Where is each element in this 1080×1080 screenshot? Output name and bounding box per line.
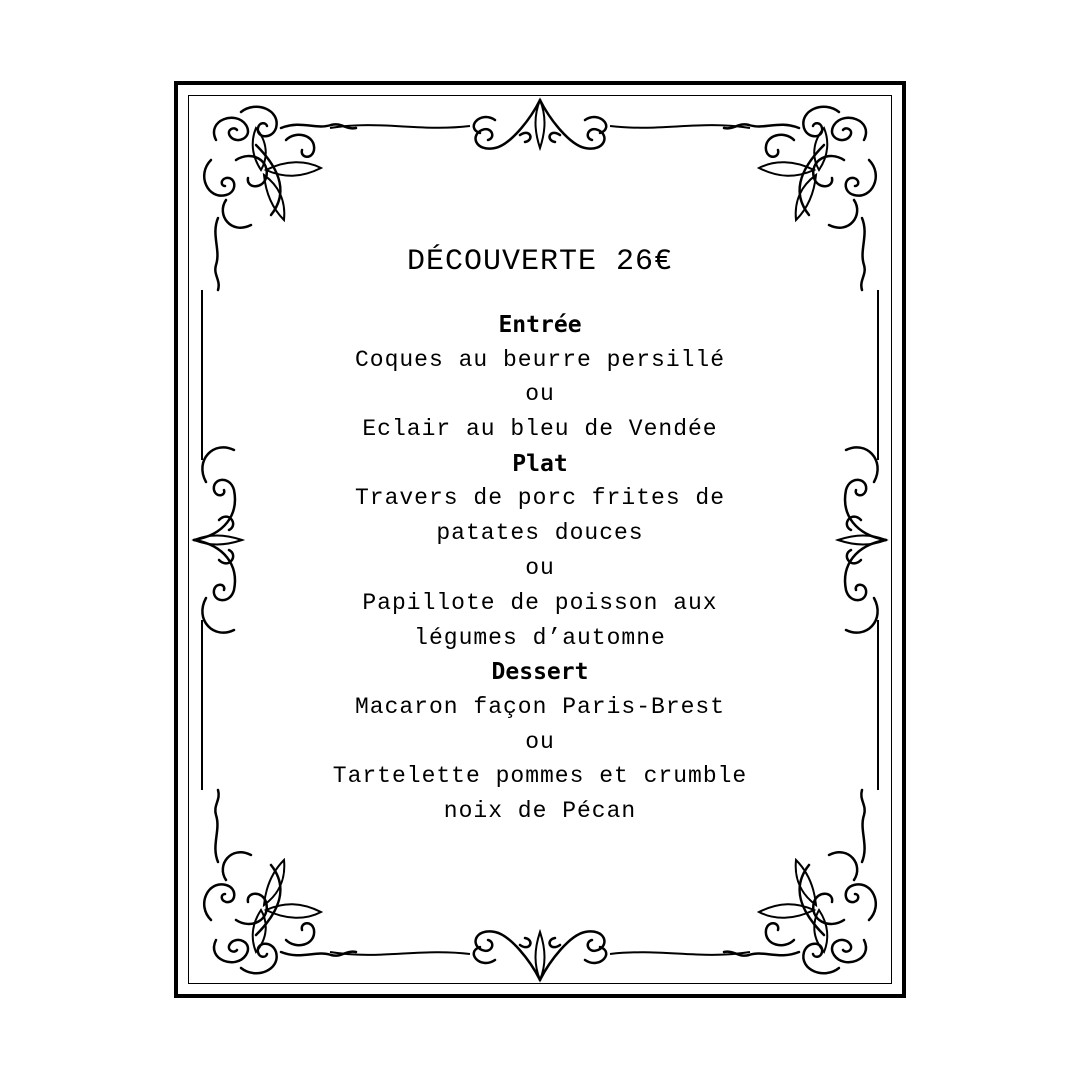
dish-option: Papillote de poisson aux — [362, 589, 718, 616]
dish-option: Eclair au bleu de Vendée — [362, 416, 718, 443]
menu-content — [300, 238, 780, 829]
dish-option: Coques au beurre persillé — [354, 346, 726, 373]
dish-option: Macaron façon Paris-Brest — [354, 693, 726, 720]
dish-option: Tartelette pommes et crumble — [332, 763, 748, 790]
option-separator: ou — [525, 381, 555, 408]
dish-option-continuation: légumes d’automne — [414, 624, 666, 651]
course-plat — [300, 447, 780, 655]
course-heading-entree: Entrée — [498, 312, 582, 338]
option-separator: ou — [525, 728, 555, 755]
dish-option: Travers de porc frites de — [354, 485, 726, 512]
option-separator: ou — [525, 554, 555, 581]
menu-title: DÉCOUVERTE 26€ — [406, 245, 674, 279]
dish-option-continuation: noix de Pécan — [443, 798, 637, 825]
course-heading-dessert: Dessert — [491, 659, 589, 686]
course-dessert — [300, 655, 780, 829]
course-entree — [300, 308, 780, 447]
dish-option-continuation: patates douces — [436, 520, 644, 547]
course-heading-plat: Plat — [512, 450, 568, 477]
